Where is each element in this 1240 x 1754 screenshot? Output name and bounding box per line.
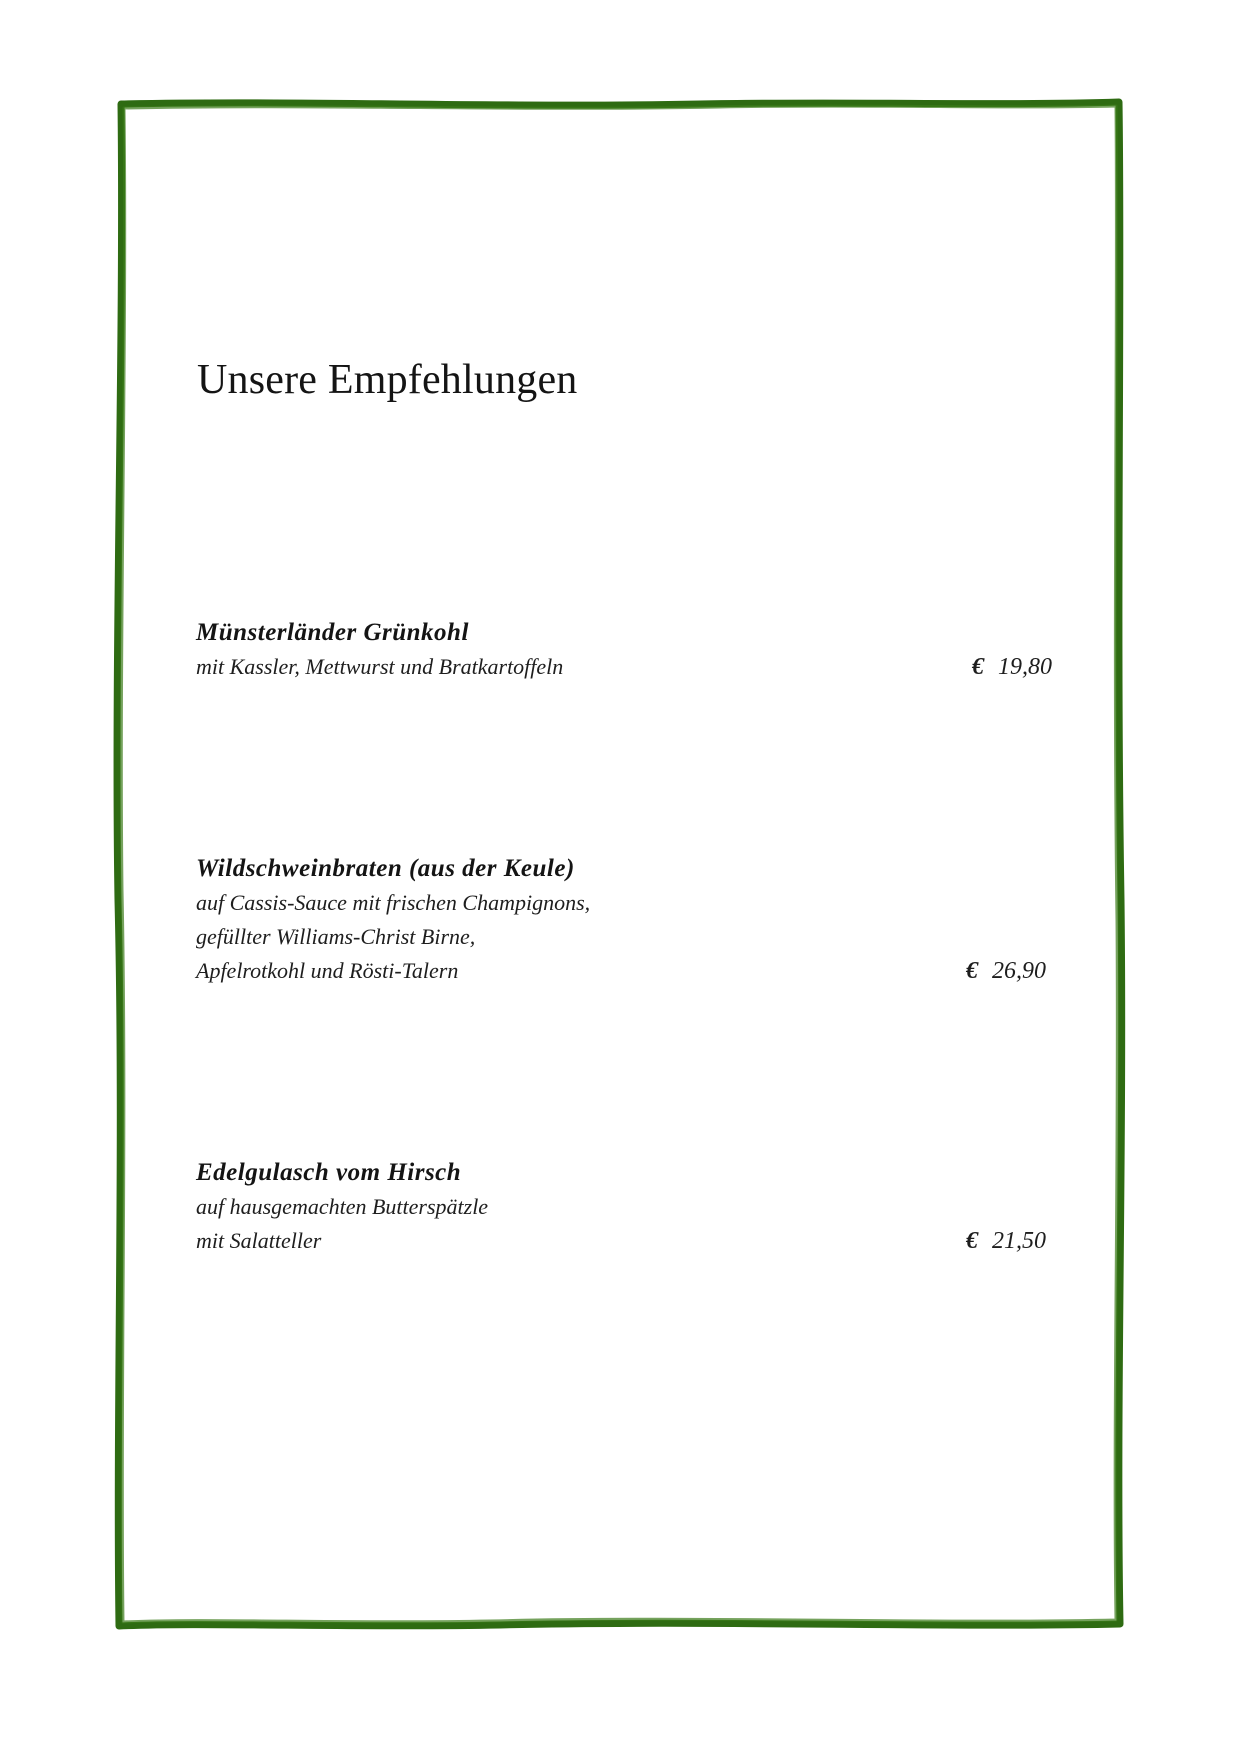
dish-item xyxy=(196,852,1052,988)
dish-item xyxy=(196,1156,1052,1258)
euro-symbol: € xyxy=(966,1228,978,1254)
dish-price xyxy=(966,954,1046,988)
dish-name: Wildschweinbraten (aus der Keule) xyxy=(196,855,575,882)
dish-description-line: Apfelrotkohl und Rösti-Talern xyxy=(196,958,459,983)
euro-symbol: € xyxy=(966,958,978,984)
price-value: 21,50 xyxy=(992,1228,1046,1254)
dish-price xyxy=(966,1224,1046,1258)
dish-description-line: auf hausgemachten Butterspätzle xyxy=(196,1194,489,1219)
dish-price xyxy=(972,650,1052,684)
dish-description-line: auf Cassis-Sauce mit frischen Champignons, xyxy=(196,890,591,915)
dish-description-line: mit Salatteller xyxy=(196,1228,322,1253)
dish-name: Münsterländer Grünkohl xyxy=(196,619,469,646)
dish-description-line: mit Kassler, Mettwurst und Bratkartoffeln xyxy=(196,654,564,679)
dish-name: Edelgulasch vom Hirsch xyxy=(196,1159,462,1186)
euro-symbol: € xyxy=(972,654,984,680)
price-value: 19,80 xyxy=(998,654,1052,680)
price-value: 26,90 xyxy=(992,958,1046,984)
dish-description-line: gefüllter Williams-Christ Birne, xyxy=(196,924,476,949)
menu-title: Unsere Empfehlungen xyxy=(197,357,578,403)
dish-item xyxy=(196,616,1052,684)
